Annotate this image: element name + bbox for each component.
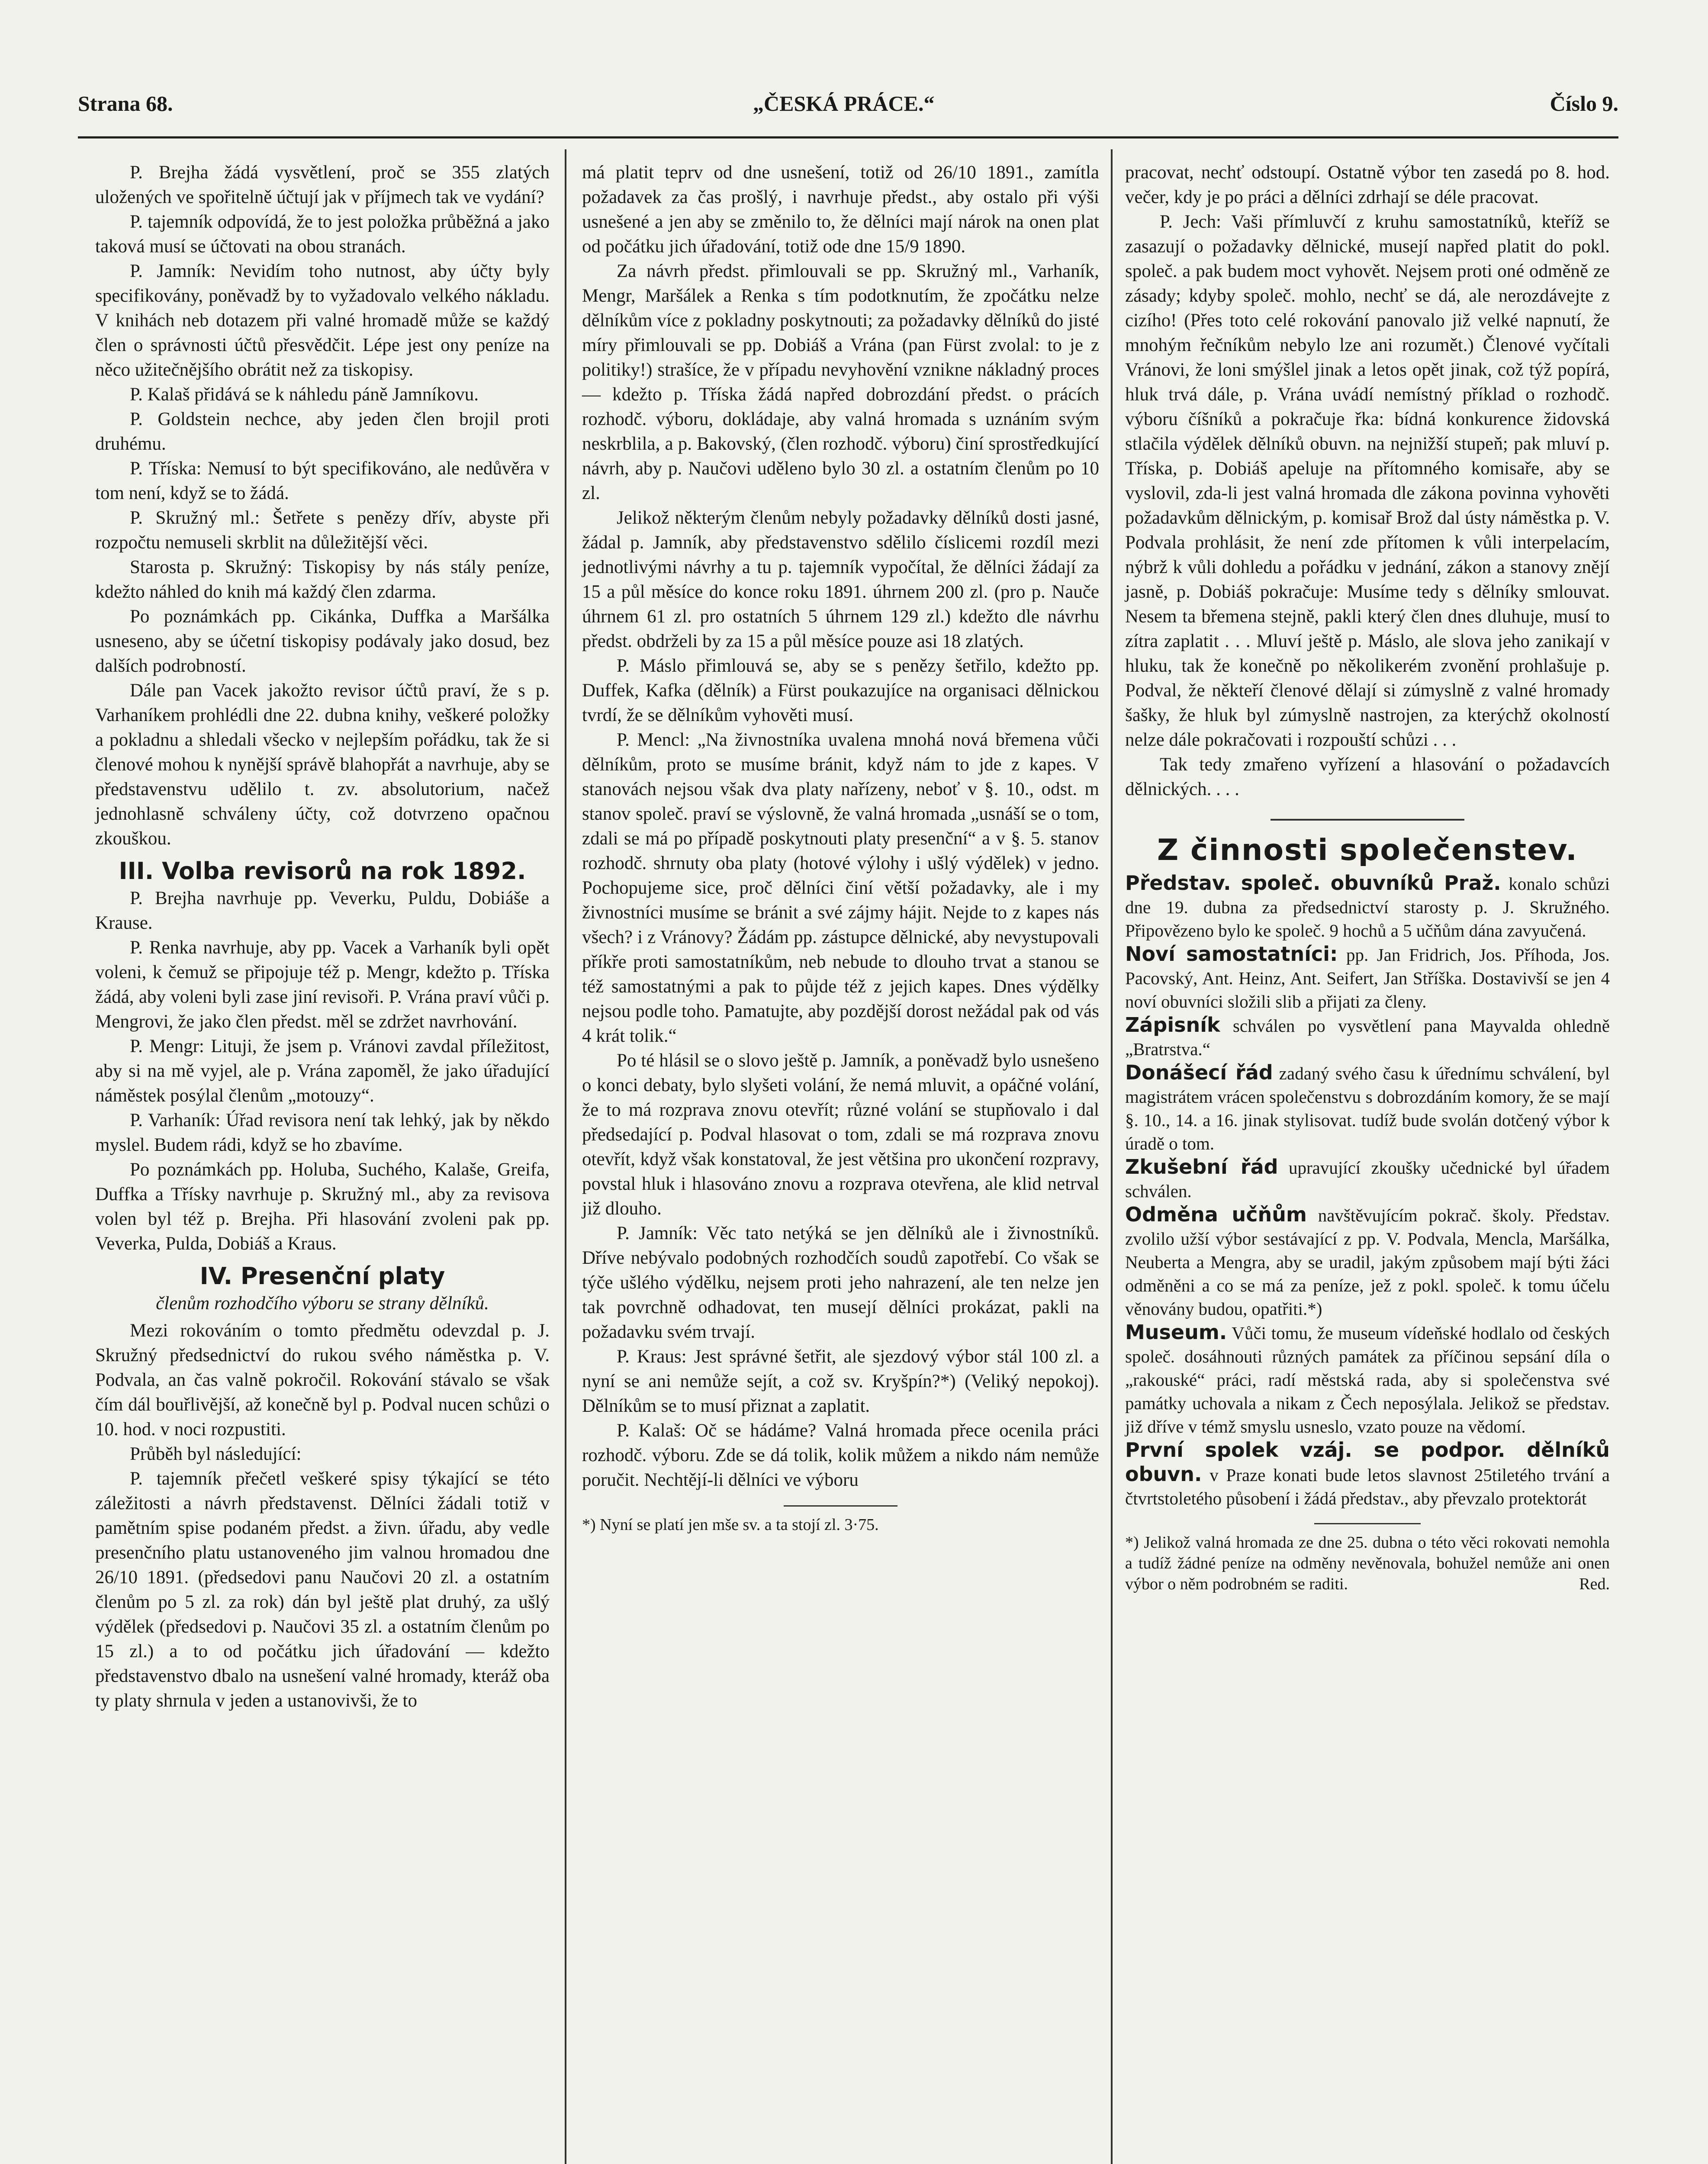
footnote-rule [784,1505,897,1507]
paragraph: P. Varhaník: Úřad revisora není tak lehký, jak by někdo myslel. Budem rádi, když se ho zbavíme. [95,1110,550,1155]
footnote [1125,1532,1610,1594]
column-1-part-3 [95,1318,550,1713]
news-item [1125,942,1610,1013]
paragraph: P. Kalaš přidává se k náhledu páně Jamníkovu. [130,384,479,405]
paragraph: Průběh byl následující: [130,1444,302,1464]
paragraph: P. Renka navrhuje, aby pp. Vacek a Varhaník byli opět voleni, k čemuž se připojuje též p. Mengr, kdežto p. Tříska žádá, aby voleni byli zase jiní revisoři. P. Vrána praví vůči p. Mengrovi, že jako člen předst. měl se zdržet navrhování. [95,937,550,1032]
paragraph: P. Skružný ml.: Šetřete s penězy dřív, abyste při rozpočtu nemuseli skrblit na důležitější věci. [95,508,550,553]
news-item [1125,1203,1610,1320]
section-title-companies: Z činnosti společenstev. [1157,833,1578,867]
news-text: navštěvujícím pokrač. školy. Představ. zvolilo užší výbor sestávající z pp. V. Podvala, Mencla, Maršálka, Neuberta a Mengra, aby se uradil, jakým způsobem mají býti žáci odměněni a co se má za peníze, jež z pokl. společ. k tomu účelu věnovány budou, opatřiti.*) [1125,1205,1610,1319]
paragraph: P. Kraus: Jest správné šetřit, ale sjezdový výbor stál 100 zl. a nyní se ani nemůže sejít, a což sv. Kryšpín?*) (Veliký nepokoj). Dělníkům se to musí přiznat a zaplatit. [582,1346,1099,1416]
paragraph: P. Brejha navrhuje pp. Veverku, Puldu, Dobiáše a Krause. [95,888,550,933]
news-text: konalo schůzi dne 19. dubna za předsednictví starosty p. J. Skružného. Připovězeno bylo ke společ. 9 hochů a 5 učňům dána zavyučená. [1125,874,1610,940]
footnote [582,1514,1099,1535]
section-heading-iv: IV. Presenční platy [199,1262,445,1290]
paragraph: P. Goldstein nechce, aby jeden člen brojil proti druhému. [95,409,550,454]
column-divider-2 [1111,149,1113,2164]
footnote-text: *) Jelikož valná hromada ze dne 25. dubna o této věci rokovati nemohla a tudíž žádné peníze na odměny nevěnovala, bohužel nemůže ani onen výbor o něm podrobném se raditi. Red. [1125,1532,1610,1594]
news-lead: Museum. [1125,1320,1227,1344]
paragraph: P. tajemník přečetl veškeré spisy týkající se této záležitosti a návrh představenst. Dělníci žádali totiž v pamětním spise podaném předst. a živn. úřadu, aby vedle presenčního platu ustanoveného jim valnou hromadou dne 26/10 1891. (předsedovi panu Naučovi 20 zl. a ostatním členům po 5 zl. za rok) dán byl ještě plat druhý, za ušlý výdělek (předsedovi p. Naučovi 35 zl. a ostatním členům po 15 zl.) a to od počátku jich úřadování — kdežto představenstvo dbalo na usnešení valné hromady, kteráž oba ty platy shrnula v jeden a ustanovivši, že to [95,1468,550,1711]
column-3 [1125,160,1610,1594]
footnote-text: *) Nyní se platí jen mše sv. a ta stojí zl. 3·75. [582,1516,879,1534]
paragraph: Po té hlásil se o slovo ještě p. Jamník, a poněvadž bylo usnešeno o konci debaty, bylo slyšeti volání, že nemá mluvit, a opáčné volání, že to má rozprava znovu otevřít; různé volání se stupňovalo i dal předsedající p. Podval hlasovat o tom, zdali se má rozprava znovu otevřít, když však konstatoval, že jest většina pro ukončení rozpravy, povstal hluk i hlasováno znovu a rozprava otevřena, ale klid netrval již dlouho. [582,1050,1099,1219]
paragraph: P. Jamník: Věc tato netýká se jen dělníků ale i živnostníků. Dříve nebývalo podobných rozhodčích soudů zapotřebí. Co však se týče ušlého výdělku, nejsem proti jeho nahrazení, ale ten nelze jen tak povrchně odhadovat, ten musejí dělníci prokázat, pakli na požadavku svém trvají. [582,1223,1099,1342]
paragraph: Za návrh předst. přimlouvali se pp. Skružný ml., Varhaník, Mengr, Maršálek a Renka s tím podotknutím, že zpočátku nelze dělníkům více z pokladny poskytnouti; za požadavky dělníků do jisté míry přimlouvali se pp. Dobiáš a Vrána (pan Fürst zvolal: to je z politiky!) strašíce, že v případu nevyhovění vznikne nákladný proces — kdežto p. Tříska žádá napřed dobrozdání předst. o prácích rozhodč. výboru, dokládaje, aby valná hromada s uznáním svým neskrblila, a p. Bakovský, (člen rozhodč. výboru) činí sprostředkující návrh, aby p. Naučovi uděleno bylo 30 zl. a ostatním členům po 10 zl. [582,261,1099,503]
paragraph: Po poznámkách pp. Cikánka, Duffka a Maršálka usneseno, aby se účetní tiskopisy podávaly jako dosud, bez dalších podrobností. [95,606,550,676]
section-subheading: členům rozhodčího výboru se strany dělníků. [156,1293,489,1314]
news-item [1125,1438,1610,1510]
news-item [1125,1013,1610,1061]
paragraph: Dále pan Vacek jakožto revisor účtů praví, že s p. Varhaníkem prohlédli dne 22. dubna knihy, veškeré položky a pokladnu a shledali všecko v nejlepším pořádku, tak že si členové mohou k nynější správě blahopřát a navrhuje, aby se představenstvu udělilo t. zv. absolutorium, načež jednohlasně schváleny účty, což dotvrzeno opačnou zkouškou. [95,680,550,849]
column-1-part-2 [95,886,550,1256]
issue-number: Číslo 9. [1550,91,1618,116]
news-text: schválen po vysvětlení pana Mayvalda ohledně „Bratrstva.“ [1125,1016,1610,1059]
paragraph: P. Mencl: „Na živnostníka uvalena mnohá nová břemena vůči dělníkům, proto se musíme bránit, když nám to jde z kapes. V stanovách nejsou však dva platy nařízeny, neboť v §. 10., odst. m stanov společ. praví se výslovně, že valná hromada „usnáší se o tom, zdali se má po případě poskytnouti platy presenční“ a v §. 5. stanov rozhodč. shrnuty oba platy (hotové výlohy i ušlý výdělek) v jedno. Pochopujeme sice, proč dělníci činí větší požadavky, ale i my živnostníci musíme se bránit a své zájmy hájit. Nejde to z kapes nás všech? i z Vránovy? Žádám pp. zástupce dělnické, aby nevystupovali příkře proti samostatníkům, neb nebude to dlouho trvat a stanou se též samostatnými a pak to půjde též z jejich kapes. Dnes výdělky nejsou podle toho. Pamatujte, aby pozdější dorost nežádal pak od vás 4 krát tolik.“ [582,730,1099,1046]
paragraph: P. Máslo přimlouvá se, aby se s penězy šetřilo, kdežto pp. Duffek, Kafka (dělník) a Fürst poukazujíce na organisaci dělnickou tvrdí, že se dělníkům vyhověti musí. [582,656,1099,725]
news-text: zadaný svého času k úřednímu schválení, byl magistrátem vrácen společenstvu s dobrozdáním komory, že se mají §. 10., 14. a 16. jinak stylisovat. tudíž bude svolán dotčený výbor k úradě o tom. [1125,1063,1610,1153]
paragraph: Mezi rokováním o tomto předmětu odevzdal p. J. Skružný předsednictví do rukou svého náměstka p. V. Podvala, an čas valně pokročil. Rokování stávalo se však čím dál bouřlivější, až konečně byl p. Podval nucen schůzi o 10. hod. v noci rozpustiti. [95,1320,550,1439]
paragraph: P. Tříska: Nemusí to být specifikováno, ale nedůvěra v tom není, když se to žádá. [95,458,550,503]
news-text: upravující zkoušky učednické byl úřadem schválen. [1125,1158,1610,1201]
news-lead: Noví samostatníci: [1125,942,1338,966]
paragraph: P. Jamník: Nevidím toho nutnost, aby účty byly specifikovány, poněvadž by to vyžadovalo velkého nákladu. V knihách neb dotazem při valné hromadě může se každý člen o správnosti účtů přesvědčit. Lépe jest ony peníze na něco užitečnějšího obrátit než za tiskopisy. [95,261,550,380]
news-item [1125,1061,1610,1155]
section-rule [1271,819,1464,821]
paragraph: P. tajemník odpovídá, že to jest položka průběžná a jako taková musí se účtovati na obou stranách. [95,212,550,257]
paragraph: má platit teprv od dne usnešení, totiž od 26/10 1891., zamítla požadavek za čas prošlý, i navrhuje předst., aby ostalo při výši usnešené a jen aby se změnilo to, že dělníci mají nárok na onen plat od počátku jich úřadování, totiž ode dne 15/9 1890. [582,162,1099,257]
news-item [1125,1155,1610,1203]
paragraph: Jelikož některým členům nebyly požadavky dělníků dosti jasné, žádal p. Jamník, aby představenstvo sdělilo číslicemi rozdíl mezi jednotlivými návrhy a tu p. tajemník vypočítal, že dělníci žádají za 15 a půl měsíce do konce roku 1891. úhrnem 200 zl. (pro p. Nauče úhrnem 61 zl. pro ostatních 5 úhrnem 129 zl.) kdežto dle návrhu předst. obdrželi by za 15 a půl měsíce pouze asi 18 zlatých. [582,508,1099,651]
header-rule [78,136,1618,138]
paragraph: Tak tedy zmařeno vyřízení a hlasování o požadavcích dělnických. . . . [1125,754,1610,799]
footnote-rule [1314,1523,1421,1524]
paragraph: P. Kalaš: Oč se hádáme? Valná hromada přece ocenila práci rozhodč. výboru. Zde se dá tolik, kolik můžem a nikdo nám nemůže poručit. Nechtějí-li dělníci ve výboru [582,1420,1099,1490]
news-lead: První spolek vzáj. se podpor. dělníků obuvn. [1125,1438,1610,1486]
column-divider-1 [565,149,566,2164]
news-lead: Odměna učňům [1125,1203,1307,1226]
paragraph: P. Jech: Vaši přímluvčí z kruhu samostatníků, kteříž se zasazují o požadavky dělnické, musejí napřed platit do pokl. společ. a pak budem moct vyhovět. Nejsem proti oné odměně ze zásady; kdyby společ. mohlo, nechť se dá, ale nerozdávejte z cizího! (Přes toto celé rokování panovalo již velké napnutí, že mnohým řečníkům nebylo lze ani rozumět.) Členové vyčítali Vránovi, že loni smýšlel jinak a letos opět jinak, což týž popírá, hluk trvá dále, p. Vrána uvádí nemístný příklad o rozhodč. výboru číšníků a pokračuje řka: bídná konkurence židovská stlačila výdělek dělníků obuvn. na nejnižší stupeň; pak mluví p. Tříska, p. Dobiáš apeluje na přítomného komisaře, aby se vyslovil, zda-li jest valná hromada dle zákona povinna vyhověti požadavkům dělnickým, p. komisař Brož dal ústy náměstka p. V. Podvala prohlásit, že není zde přítomen k vůli interpelacím, nýbrž k vůli dohledu a pořádku v jednání, zákon a stanovy znějí jasně, p. Dobiáš pokračuje: Musíme tedy s dělníky smlouvat. Nesem ta břemena stejně, pakli který člen dnes dluhuje, musí to zítra zaplatit . . . Mluví ještě p. Máslo, ale slova jeho zanikají v hluku, tak že konečně po několikerém zvonění prohlašuje p. Podval, že někteří členové dělají si zúmyslně z valné hromady šašky, že hluk byl zúmyslně nastrojen, za kterýchž okolností nelze dále pokračovati i rozpouští schůzi . . . [1125,212,1610,750]
paragraph: pracovat, nechť odstoupí. Ostatně výbor ten zasedá po 8. hod. večer, kdy je po práci a dělníci zdrhají se déle pracovat. [1125,162,1610,207]
column-1-part-1 [95,160,550,851]
paragraph: P. Brejha žádá vysvětlení, proč se 355 zlatých uložených ve spořitelně účtují jak v příjmech tak ve vydání? [95,162,550,207]
section-heading-iii: III. Volba revisorů na rok 1892. [119,857,526,885]
company-news [1125,871,1610,1510]
column-2 [582,160,1099,1535]
news-item [1125,1320,1610,1438]
news-item [1125,871,1610,942]
footnote-signature: Red. [1579,1575,1610,1593]
news-text: Vůči tomu, že museum vídeňské hodlalo od českých společ. dosáhnouti různých památek za příčinou sepsání díla o „rakouské“ práci, radí městská rada, aby si společenstva své památky uchovala a nikam z Čech neposýlala. Jelikož se představ. již dříve v témž smyslu usneslo, vzato pouze na vědomí. [1125,1323,1610,1436]
news-text: pp. Jan Fridrich, Jos. Příhoda, Jos. Pacovský, Ant. Heinz, Ant. Seifert, Jan Stříška. Dostavivší se jen 4 noví obuvníci složili slib a přijati za členy. [1125,945,1610,1011]
paragraph: Po poznámkách pp. Holuba, Suchého, Kalaše, Greifa, Duffka a Třísky navrhuje p. Skružný ml., aby za revisova volen byl též p. Brejha. Při hlasování zvoleni pak pp. Veverka, Pulda, Dobiáš a Kraus. [95,1159,550,1254]
journal-title: „ČESKÁ PRÁCE.“ [753,91,935,116]
news-lead: Zkušební řád [1125,1155,1278,1179]
page-header [78,91,1618,132]
paragraph: Starosta p. Skružný: Tiskopisy by nás stály peníze, kdežto náhled do knih má každý člen zdarma. [95,557,550,602]
news-text: v Praze konati bude letos slavnost 25tiletého trvání a čtvrtstoletého působení i žádá představ., aby převzalo protektorát [1125,1465,1610,1508]
news-lead: Donášecí řád [1125,1061,1273,1084]
news-lead: Představ. společ. obuvníků Praž. [1125,871,1501,895]
news-lead: Zápisník [1125,1013,1220,1037]
paragraph: P. Mengr: Lituji, že jsem p. Vránovi zavdal příležitost, aby si na mě vyjel, ale p. Vrána zapoměl, že jako úřadující náměstek posýlal členům „motouzy“. [95,1036,550,1106]
page-number: Strana 68. [78,91,173,116]
column-1 [95,160,550,1713]
